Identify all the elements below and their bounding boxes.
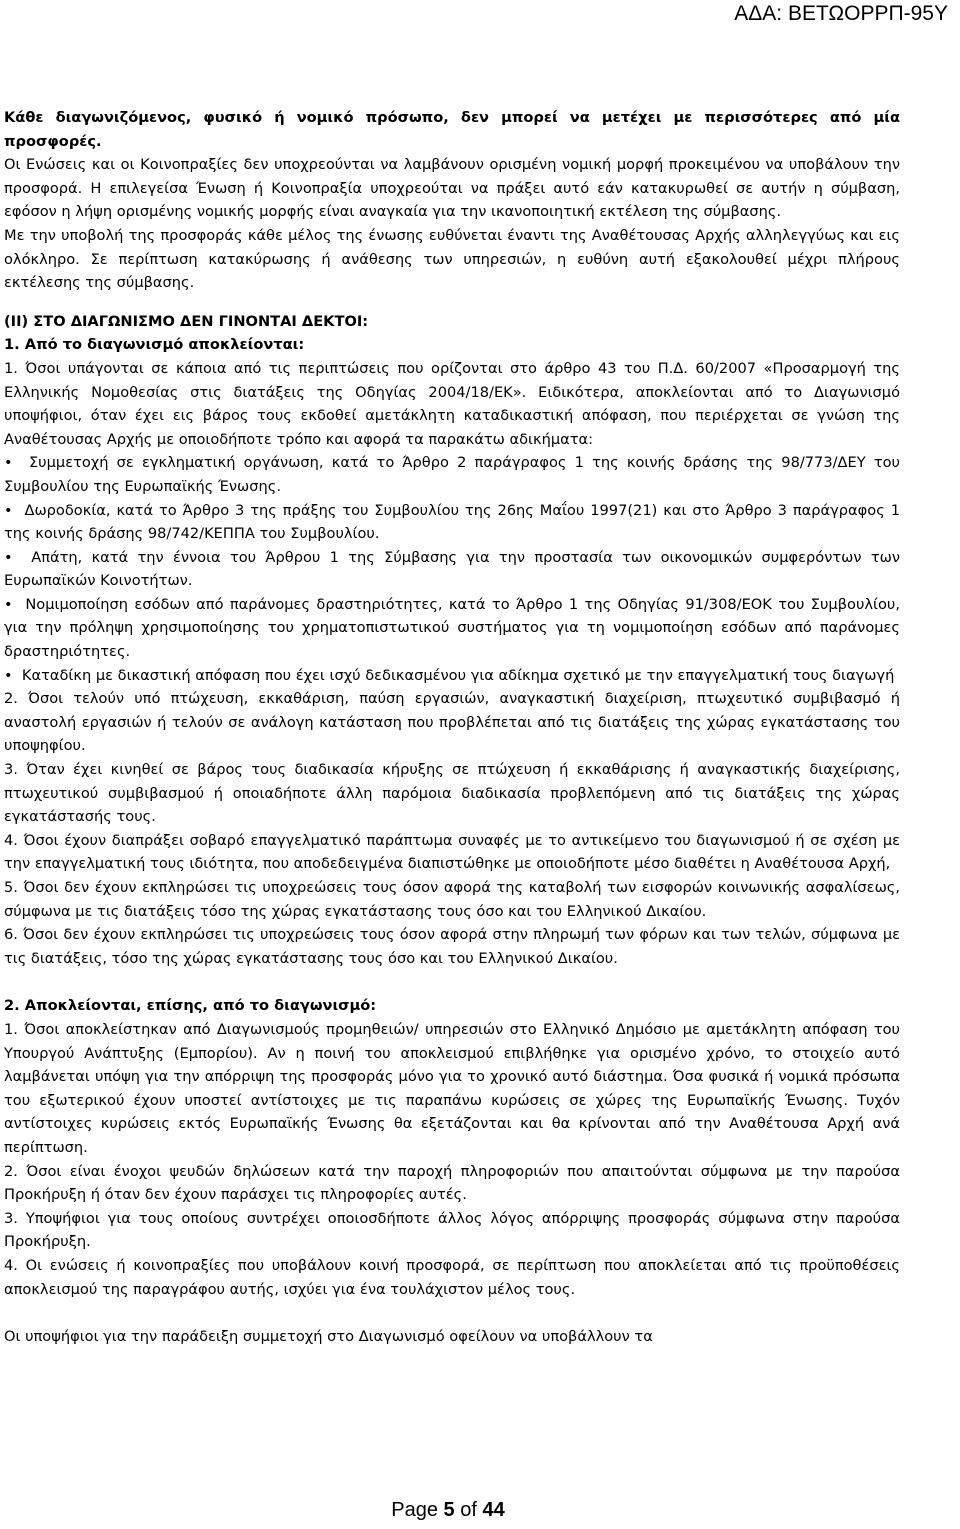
document-reference-code: ΑΔΑ: ΒΕΤΩΟΡΡΠ-95Υ — [734, 2, 948, 25]
page-footer — [0, 1499, 896, 1522]
page-number: 5 — [443, 1499, 455, 1521]
of-label: of — [460, 1499, 477, 1521]
page-label: Page — [391, 1499, 438, 1521]
bullet-item: • Συμμετοχή σε εγκληματική οργάνωση, κατά το Άρθρο 2 παράγραφος 1 της κοινής δράσης της 98/773/ΔΕΥ του Συμβουλίου της Ευρωπαϊκής Ένωσης. — [4, 451, 900, 498]
exclusion-item-1: 1. Όσοι υπάγονται σε κάποια από τις περιπτώσεις που ορίζονται στο άρθρο 43 του Π.Δ. 60/2007 «Προσαρμογή της Ελληνικής Νομοθεσίας στις διατάξεις της Οδηγίας 2004/18/ΕΚ». Ειδικότερα, αποκλείονται από το Διαγωνισμό υποψήφιοι, όταν έχει εις βάρος τους εκδοθεί αμετάκλητη καταδικαστική απόφαση, που περιέρχεται σε γνώση της Αναθέτουσας Αρχής με οποιοδήποτε τρόπο και αφορά τα παρακάτω αδικήματα: — [4, 359, 900, 448]
bullet-item: • Δωροδοκία, κατά το Άρθρο 3 της πράξης του Συμβουλίου της 26ης Μαΐου 1997(21) και στο Άρθρο 3 παράγραφος 1 της κοινής δράσης 98/742/ΚΕΠΠΑ του Συμβουλίου. — [4, 499, 900, 546]
document-body — [0, 106, 900, 1349]
page-total: 44 — [482, 1499, 505, 1521]
closing-line: Οι υποψήφιοι για την παράδειξη συμμετοχή στο Διαγωνισμό οφείλουν να υποβάλλουν τα — [4, 1328, 653, 1346]
subsection-1-heading: 1. Από το διαγωνισμό αποκλείονται: — [4, 336, 305, 354]
intro-paragraph-liability: Με την υποβολή της προσφοράς κάθε μέλος της ένωσης ευθύνεται έναντι της Αναθέτουσας Αρχής αλληλεγγύως και εις ολόκληρο. Σε περίπτωση κατακύρωσης ή ανάθεσης των υπηρεσιών, η ευθύνη αυτή εξακολουθεί μέχρι πλήρους εκτέλεσης της σύμβασης. — [4, 226, 900, 292]
additional-exclusion-item-2: 2. Όσοι είναι ένοχοι ψευδών δηλώσεων κατά την παροχή πληροφοριών που απαιτούνται σύμφωνα με την παρούσα Προκήρυξη ή όταν δεν έχουν παράσχει τις πληροφορίες αυτές. — [4, 1162, 900, 1204]
bullet-item: • Απάτη, κατά την έννοια του Άρθρου 1 της Σύμβασης για την προστασία των οικονομικών συμφερόντων των Ευρωπαϊκών Κοινοτήτων. — [4, 546, 900, 593]
additional-exclusion-item-4: 4. Οι ενώσεις ή κοινοπραξίες που υποβάλουν κοινή προσφορά, σε περίπτωση που αποκλείεται από τις προϋποθέσεις αποκλεισμού της παραγράφου αυτής, ισχύει για ένα τουλάχιστον μέλος τους. — [4, 1256, 900, 1298]
intro-bold-statement: Κάθε διαγωνιζόμενος, φυσικό ή νομικό πρόσωπο, δεν μπορεί να μετέχει με περισσότερες από μία προσφορές. — [4, 109, 900, 150]
spacer — [4, 970, 900, 994]
bullet-item: • Νομιμοποίηση εσόδων από παράνομες δραστηριότητες, κατά το Άρθρο 1 της Οδηγίας 91/308/ΕΟΚ του Συμβουλίου, για την πρόληψη χρησιμοποίησης του χρηματοπιστωτικού συστήματος για τη νομιμοποίηση εσόδων από παράνομες δραστηριότητες. — [4, 593, 900, 664]
bullet-item: • Καταδίκη με δικαστική απόφαση που έχει ισχύ δεδικασμένου για αδίκημα σχετικό με την επαγγελματική τους διαγωγή — [4, 664, 900, 688]
section-heading: (ΙΙ) ΣΤΟ ΔΙΑΓΩΝΙΣΜΟ ΔΕΝ ΓΙΝΟΝΤΑΙ ΔΕΚΤΟΙ: — [4, 312, 369, 330]
additional-exclusion-item-3: 3. Υποψήφιοι για τους οποίους συντρέχει οποιοσδήποτε άλλος λόγος απόρριψης προσφοράς σύμφωνα στην παρούσα Προκήρυξη. — [4, 1209, 900, 1251]
intro-paragraph-joint-ventures: Οι Ενώσεις και οι Κοινοπραξίες δεν υποχρεούνται να λαμβάνουν ορισμένη νομική μορφή προκειμένου να υποβάλουν την προσφορά. Η επιλεγείσα Ένωση ή Κοινοπραξία υποχρεούται να πράξει αυτό εάν κατακυρωθεί σε αυτήν η σύμβαση, εφόσον η λήψη ορισμένης νομικής μορφής είναι αναγκαία για την ικανοποιητική εκτέλεση της σύμβασης. — [4, 156, 900, 221]
additional-exclusion-item-1: 1. Όσοι αποκλείστηκαν από Διαγωνισμούς προμηθειών/ υπηρεσιών στο Ελληνικό Δημόσιο με αμετάκλητη απόφαση του Υπουργού Ανάπτυξης (Εμπορίου). Αν η ποινή του αποκλεισμού επιβλήθηκε για ορισμένο χρόνο, το στοιχείο αυτό λαμβάνεται υπόψη για την απόρριψη της προσφοράς μόνο για το χρονικό αυτό διάστημα. Όσα φυσικά ή νομικά πρόσωπα του εξωτερικού έχουν υποστεί αντίστοιχες με τις παραπάνω κυρώσεις σε χώρες της Ευρωπαϊκής Ένωσης. Τυχόν αντίστοιχες κυρώσεις εκτός Ευρωπαϊκής Ένωσης θα εξετάζονται και θα κρίνονται από την Αναθέτουσα Αρχή ανά περίπτωση. — [4, 1020, 900, 1156]
exclusion-item-6: 6. Όσοι δεν έχουν εκπληρώσει τις υποχρεώσεις τους όσον αφορά στην πληρωμή των φόρων και των τελών, σύμφωνα με τις διατάξεις, τόσο της χώρας εγκατάστασης τους όσο και του Ελληνικού Δικαίου. — [4, 926, 900, 967]
subsection-2-heading: 2. Αποκλείονται, επίσης, από το διαγωνισμό: — [4, 997, 377, 1015]
spacer — [4, 1301, 900, 1325]
exclusion-item-3: 3. Όταν έχει κινηθεί σε βάρος τους διαδικασία κήρυξης σε πτώχευση ή εκκαθάρισης ή αναγκαστικής διαχείρισης, πτωχευτικού συμβιβασμού ή οποιαδήποτε άλλη παρόμοια διαδικασία προβλεπόμενη από τις διατάξεις της χώρας εγκατάστασής τους. — [4, 761, 900, 826]
spacer — [4, 295, 900, 310]
exclusion-item-5: 5. Όσοι δεν έχουν εκπληρώσει τις υποχρεώσεις τους όσον αφορά της καταβολή των εισφορών κοινωνικής ασφαλίσεως, σύμφωνα με τις διατάξεις τόσο της χώρας εγκατάστασης τους όσο και του Ελληνικού Δικαίου. — [4, 879, 900, 920]
exclusion-item-2: 2. Όσοι τελούν υπό πτώχευση, εκκαθάριση, παύση εργασιών, αναγκαστική διαχείριση, πτωχευτικό συμβιβασμό ή αναστολή εργασιών ή τελούν σε ανάλογη κατάσταση που προβλέπεται από τις διατάξεις της χώρας εγκατάστασης του υποψηφίου. — [4, 690, 900, 755]
exclusion-item-4: 4. Όσοι έχουν διαπράξει σοβαρό επαγγελματικό παράπτωμα συναφές με το αντικείμενο του διαγωνισμού ή σε σχέση με την επαγγελματική τους ιδιότητα, που αποδεδειγμένα διαπιστώθηκε με οποιοδήποτε μέσο διαθέτει η Αναθέτουσα Αρχή, — [4, 831, 900, 873]
